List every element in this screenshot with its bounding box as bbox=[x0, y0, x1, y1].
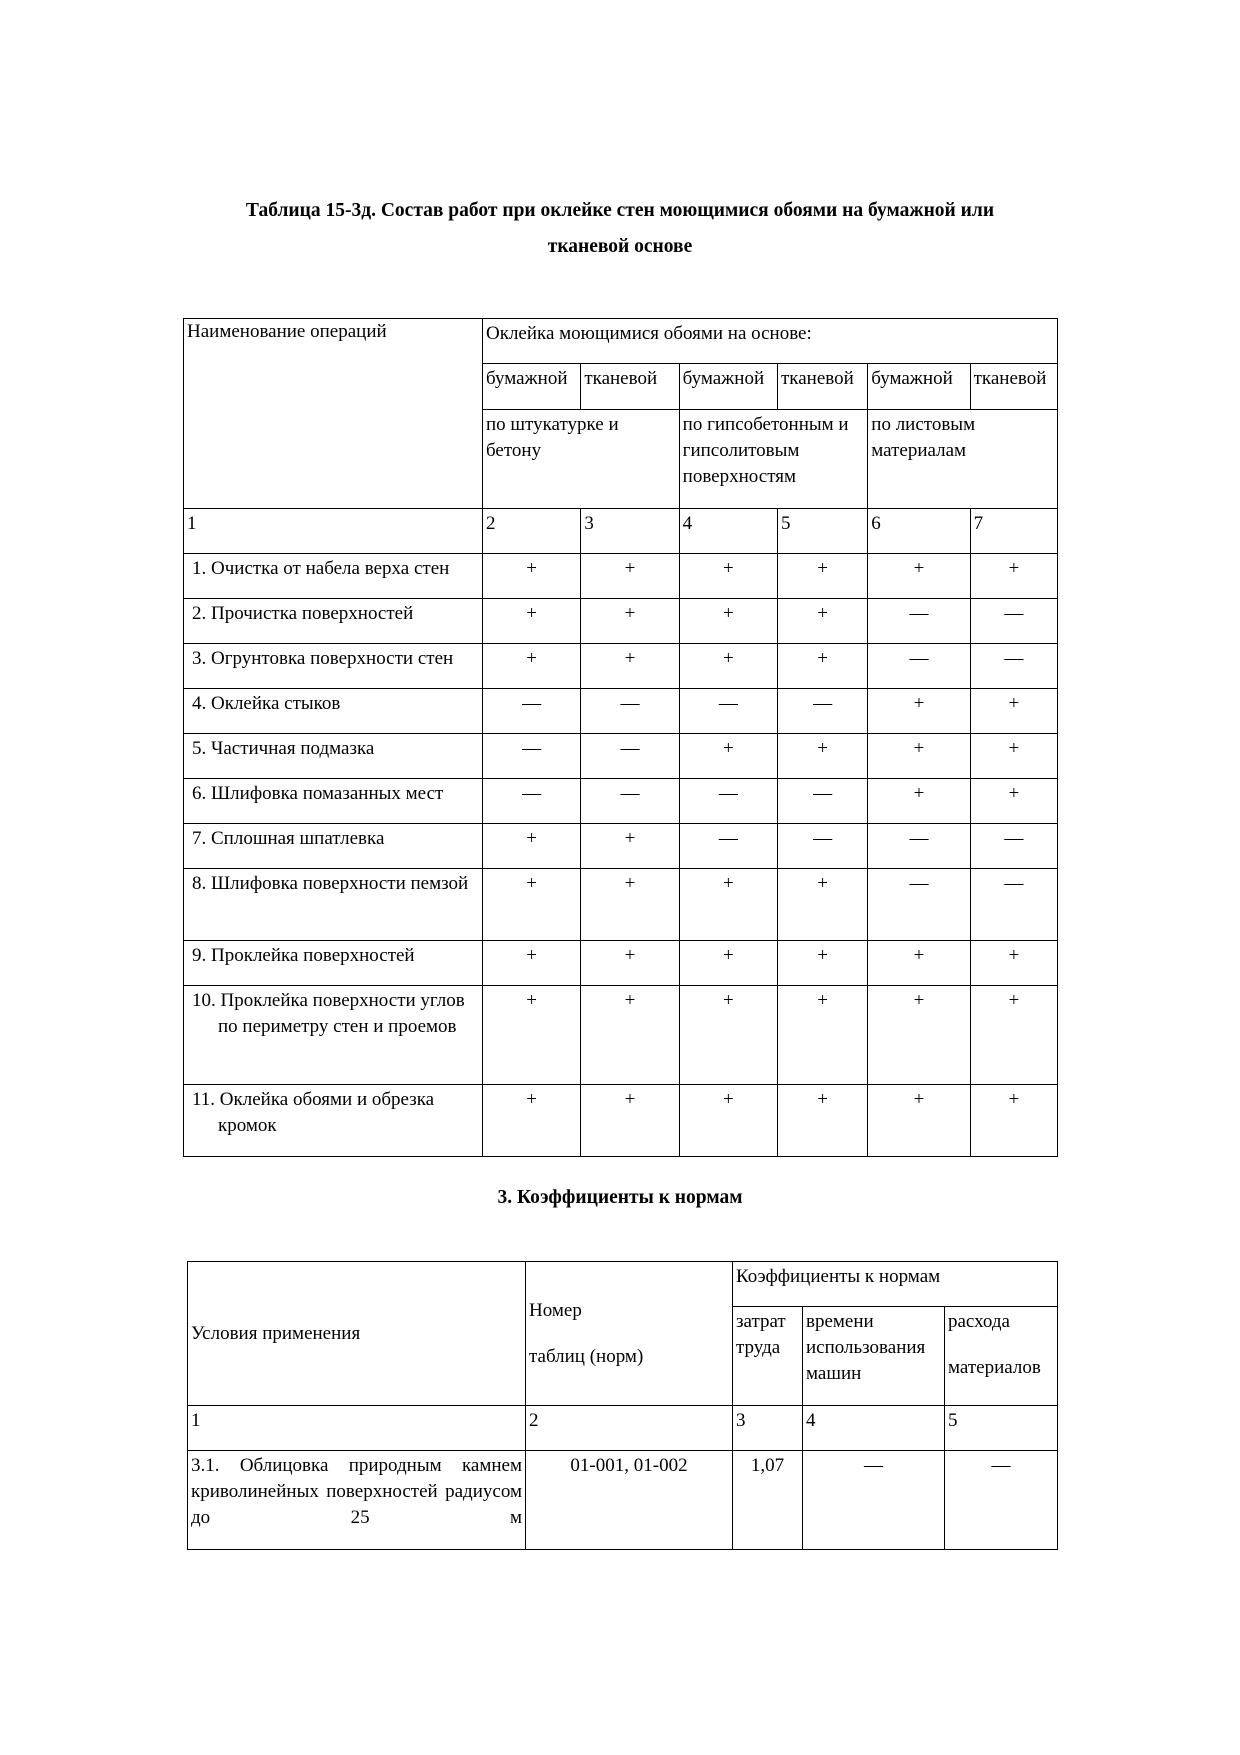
operation-name: 3. Огрунтовка поверхности стен bbox=[184, 644, 483, 689]
condition-cell: 3.1. Облицовка природным камнем криволинейных поверхностей радиусом до 25 м bbox=[188, 1451, 526, 1550]
operation-mark: + bbox=[970, 689, 1057, 734]
operation-mark: + bbox=[581, 824, 679, 869]
table-row bbox=[184, 1085, 1058, 1157]
table-row bbox=[184, 824, 1058, 869]
operation-mark: + bbox=[679, 986, 777, 1085]
operation-mark: + bbox=[679, 869, 777, 941]
operation-mark: — bbox=[679, 779, 777, 824]
operation-mark: + bbox=[581, 599, 679, 644]
operation-mark: — bbox=[679, 824, 777, 869]
operation-mark: — bbox=[679, 689, 777, 734]
table-row bbox=[184, 599, 1058, 644]
operation-mark: — bbox=[777, 779, 867, 824]
operation-mark: + bbox=[483, 869, 581, 941]
operation-mark: — bbox=[970, 599, 1057, 644]
operation-mark: + bbox=[777, 941, 867, 986]
table-title bbox=[200, 193, 1040, 265]
column-number: 2 bbox=[483, 509, 581, 554]
operation-mark: — bbox=[483, 779, 581, 824]
operation-mark: + bbox=[777, 554, 867, 599]
operation-name: 10. Проклейка поверхности углов по периметру стен и проемов bbox=[184, 986, 483, 1085]
machines-coeff-cell: — bbox=[803, 1451, 945, 1550]
operation-name: 2. Прочистка поверхностей bbox=[184, 599, 483, 644]
header-main: Оклейка моющимися обоями на основе: bbox=[483, 319, 1058, 364]
operation-name: 8. Шлифовка поверхности пемзой bbox=[184, 869, 483, 941]
operation-mark: + bbox=[679, 599, 777, 644]
operation-mark: + bbox=[679, 554, 777, 599]
operation-mark: + bbox=[581, 869, 679, 941]
coefficients-table bbox=[187, 1261, 1058, 1550]
header-operations: Наименование операций bbox=[184, 319, 483, 509]
operation-mark: + bbox=[679, 941, 777, 986]
labor-coeff-cell: 1,07 bbox=[733, 1451, 803, 1550]
operation-name: 7. Сплошная шпатлевка bbox=[184, 824, 483, 869]
column-number: 6 bbox=[868, 509, 970, 554]
operation-mark: + bbox=[868, 986, 970, 1085]
operation-mark: — bbox=[970, 869, 1057, 941]
header-base-type: тканевой bbox=[581, 364, 679, 410]
table-row bbox=[184, 941, 1058, 986]
header-surface: по гипсобетонным и гипсолитовым поверхностям bbox=[679, 410, 868, 509]
operation-mark: + bbox=[679, 1085, 777, 1157]
norm-number-cell: 01-001, 01-002 bbox=[526, 1451, 733, 1550]
operation-mark: + bbox=[777, 599, 867, 644]
operation-mark: + bbox=[868, 689, 970, 734]
operation-mark: + bbox=[581, 941, 679, 986]
operation-mark: + bbox=[679, 734, 777, 779]
header-number-line-2: таблиц (норм) bbox=[529, 1345, 644, 1367]
header-surface: по листовым материалам bbox=[868, 410, 1058, 509]
header-base-type: бумажной bbox=[868, 364, 970, 410]
operation-mark: + bbox=[483, 986, 581, 1085]
header-base-type: тканевой bbox=[970, 364, 1057, 410]
operation-mark: + bbox=[868, 1085, 970, 1157]
operation-name: 9. Проклейка поверхностей bbox=[184, 941, 483, 986]
column-number: 1 bbox=[184, 509, 483, 554]
operation-mark: + bbox=[483, 941, 581, 986]
operation-mark: — bbox=[483, 734, 581, 779]
header-labor: затрат труда bbox=[733, 1307, 803, 1406]
header-base-type: бумажной bbox=[483, 364, 581, 410]
header-base-type: бумажной bbox=[679, 364, 777, 410]
operation-mark: + bbox=[777, 734, 867, 779]
header-coefficients: Коэффициенты к нормам bbox=[733, 1262, 1058, 1307]
header-surface: по штукатурке и бетону bbox=[483, 410, 680, 509]
table-row bbox=[184, 869, 1058, 941]
operation-mark: — bbox=[970, 824, 1057, 869]
column-number: 2 bbox=[526, 1406, 733, 1451]
column-number: 4 bbox=[803, 1406, 945, 1451]
column-number: 4 bbox=[679, 509, 777, 554]
column-number: 5 bbox=[777, 509, 867, 554]
operation-name: 4. Оклейка стыков bbox=[184, 689, 483, 734]
operation-mark: — bbox=[970, 644, 1057, 689]
operation-mark: + bbox=[868, 734, 970, 779]
table-title-line-1: Таблица 15-3д. Состав работ при оклейке стен моющимися обоями на бумажной или bbox=[245, 200, 995, 221]
operation-mark: + bbox=[581, 1085, 679, 1157]
header-machines: времени использования машин bbox=[803, 1307, 945, 1406]
column-number: 7 bbox=[970, 509, 1057, 554]
table-row bbox=[184, 734, 1058, 779]
operation-mark: — bbox=[483, 689, 581, 734]
operation-mark: — bbox=[777, 824, 867, 869]
column-number: 3 bbox=[581, 509, 679, 554]
operation-mark: + bbox=[868, 941, 970, 986]
header-number bbox=[526, 1262, 733, 1406]
operation-mark: + bbox=[970, 1085, 1057, 1157]
operation-name: 6. Шлифовка помазанных мест bbox=[184, 779, 483, 824]
table-row bbox=[184, 986, 1058, 1085]
operation-mark: — bbox=[868, 824, 970, 869]
operation-mark: — bbox=[581, 689, 679, 734]
header-conditions-text: Условия применения bbox=[191, 1322, 361, 1344]
materials-coeff-cell: — bbox=[945, 1451, 1058, 1550]
column-number: 5 bbox=[945, 1406, 1058, 1451]
operation-mark: + bbox=[581, 986, 679, 1085]
column-number: 1 bbox=[188, 1406, 526, 1451]
operation-mark: + bbox=[679, 644, 777, 689]
operation-mark: + bbox=[868, 779, 970, 824]
operations-table-body bbox=[184, 554, 1058, 1157]
operation-mark: + bbox=[970, 941, 1057, 986]
operation-mark: + bbox=[777, 869, 867, 941]
operation-mark: + bbox=[868, 554, 970, 599]
operation-mark: + bbox=[970, 986, 1057, 1085]
operation-mark: + bbox=[483, 824, 581, 869]
header-materials-line-1: расхода bbox=[948, 1311, 1010, 1332]
table-row bbox=[184, 554, 1058, 599]
table-title-line-2: тканевой основе bbox=[547, 236, 693, 257]
operation-mark: + bbox=[970, 734, 1057, 779]
header-materials bbox=[945, 1307, 1058, 1406]
section-title: 3. Коэффициенты к нормам bbox=[497, 1187, 743, 1208]
operation-mark: + bbox=[777, 1085, 867, 1157]
operation-mark: — bbox=[868, 599, 970, 644]
table-row bbox=[184, 689, 1058, 734]
header-number-line-1: Номер bbox=[529, 1299, 582, 1321]
operation-name: 11. Оклейка обоями и обрезка кромок bbox=[184, 1085, 483, 1157]
header-conditions bbox=[188, 1262, 526, 1406]
table-row bbox=[184, 644, 1058, 689]
operation-mark: + bbox=[970, 779, 1057, 824]
operation-mark: — bbox=[581, 779, 679, 824]
operation-mark: + bbox=[777, 644, 867, 689]
column-number: 3 bbox=[733, 1406, 803, 1451]
operation-mark: + bbox=[483, 599, 581, 644]
operation-mark: — bbox=[868, 644, 970, 689]
operation-mark: + bbox=[483, 644, 581, 689]
table-row bbox=[184, 779, 1058, 824]
operation-name: 1. Очистка от набела верха стен bbox=[184, 554, 483, 599]
operation-name: 5. Частичная подмазка bbox=[184, 734, 483, 779]
operations-table bbox=[183, 318, 1058, 1157]
operation-mark: — bbox=[777, 689, 867, 734]
operation-mark: + bbox=[581, 554, 679, 599]
operation-mark: — bbox=[868, 869, 970, 941]
operation-mark: — bbox=[581, 734, 679, 779]
operation-mark: + bbox=[483, 1085, 581, 1157]
header-base-type: тканевой bbox=[777, 364, 867, 410]
operation-mark: + bbox=[483, 554, 581, 599]
header-materials-line-2: материалов bbox=[948, 1357, 1041, 1378]
operation-mark: + bbox=[970, 554, 1057, 599]
table-row bbox=[188, 1451, 1058, 1550]
operation-mark: + bbox=[777, 986, 867, 1085]
operation-mark: + bbox=[581, 644, 679, 689]
